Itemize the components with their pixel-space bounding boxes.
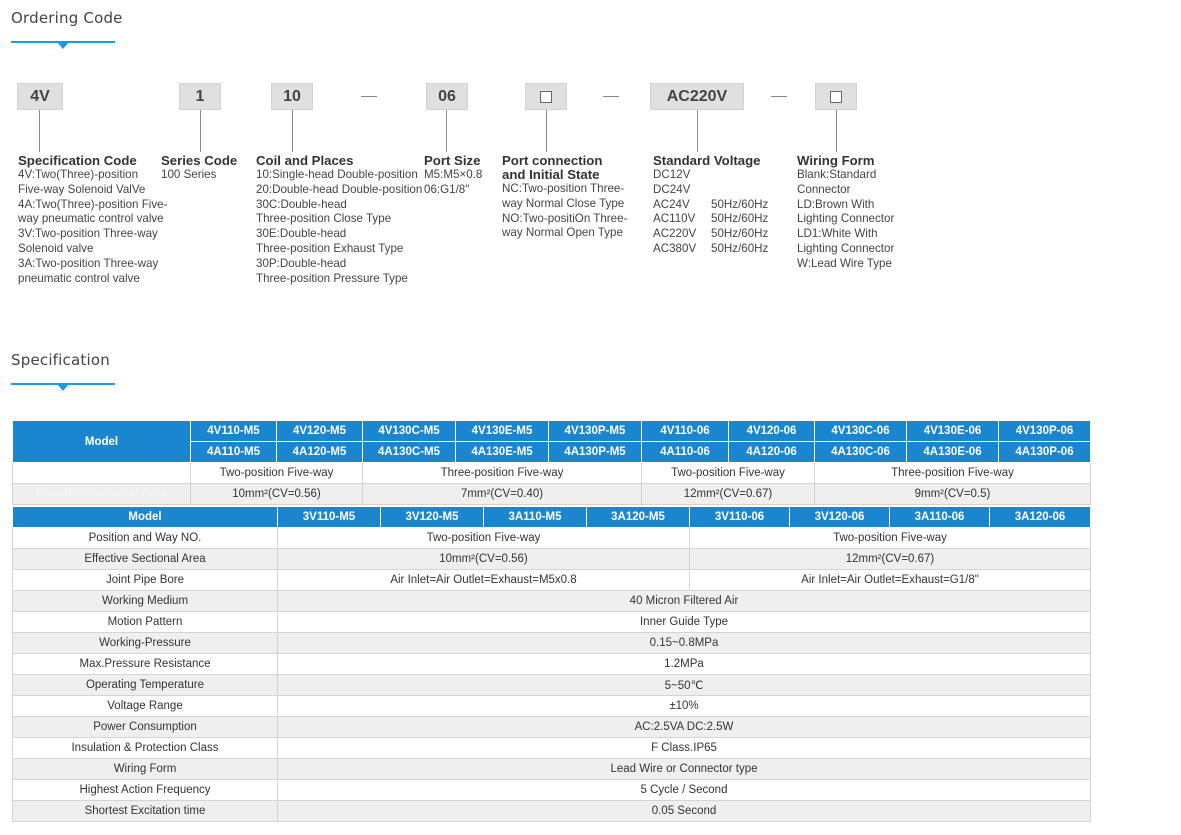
port-connection-desc bbox=[502, 154, 627, 241]
group-line: Connector bbox=[797, 182, 851, 196]
voltage-line bbox=[653, 212, 768, 227]
table-cell: 5 Cycle / Second bbox=[278, 780, 1091, 801]
voltage-line bbox=[653, 168, 768, 183]
model-cell: 4A130E-06 bbox=[907, 442, 999, 463]
group-line: Lighting Connector bbox=[797, 212, 895, 226]
model-cell: 4V110-M5 bbox=[191, 421, 277, 442]
table-row bbox=[13, 549, 1091, 570]
table-row bbox=[13, 528, 1091, 549]
table-cell: Two-position Five-way bbox=[642, 463, 815, 484]
model-cell: 3V120-M5 bbox=[381, 507, 484, 528]
frequency-value: 50Hz/60Hz bbox=[711, 227, 769, 241]
model-cell: 4A110-06 bbox=[642, 442, 729, 463]
standard-voltage-desc bbox=[653, 154, 768, 257]
table-row bbox=[13, 738, 1091, 759]
specification-arrow-icon bbox=[57, 384, 69, 391]
group-line: 10:Single-head Double-position bbox=[256, 168, 418, 181]
row-label: Position and Way NO. bbox=[13, 528, 278, 549]
code-box-port-connection bbox=[525, 83, 567, 110]
group-heading: Port Size bbox=[424, 153, 481, 168]
row-label: Highest Action Frequency bbox=[13, 780, 278, 801]
voltage-value: DC24V bbox=[653, 182, 691, 196]
table-cell: 10mm²(CV=0.56) bbox=[278, 549, 690, 570]
table-row bbox=[13, 801, 1091, 822]
voltage-value: AC24V bbox=[653, 197, 690, 211]
group-line: NO:Two-positiOn Three- bbox=[502, 211, 628, 225]
spec-table-3v bbox=[12, 506, 1091, 822]
table-cell: 7mm²(CV=0.40) bbox=[363, 484, 642, 505]
row-label: Operating Temperature bbox=[13, 675, 278, 696]
table-cell: Two-position Five-way bbox=[191, 463, 363, 484]
leader-line bbox=[39, 110, 40, 152]
group-heading: Port connection bbox=[502, 153, 603, 168]
group-heading: Coil and Places bbox=[256, 153, 354, 168]
group-line: Three-position Pressure Type bbox=[256, 271, 408, 285]
table-row bbox=[13, 717, 1091, 738]
table-row bbox=[13, 759, 1091, 780]
model-cell: 3A110-M5 bbox=[484, 507, 587, 528]
table-row bbox=[13, 780, 1091, 801]
group-line: 100 Series bbox=[161, 168, 217, 181]
row-label: Effective Sectional Area bbox=[13, 484, 191, 505]
model-cell: 4V130P-06 bbox=[999, 421, 1091, 442]
group-line: way Normal Open Type bbox=[502, 226, 623, 240]
group-line: Lighting Connector bbox=[797, 241, 895, 255]
wiring-form-desc bbox=[797, 154, 894, 272]
table-cell: 5~50℃ bbox=[278, 675, 1091, 696]
group-line: 3V:Two-position Three-way bbox=[18, 227, 158, 241]
voltage-line bbox=[653, 227, 768, 242]
group-line: 06:G1/8" bbox=[424, 182, 470, 196]
group-line: 20:Double-head Double-position bbox=[256, 182, 423, 196]
model-cell: 4A130P-M5 bbox=[549, 442, 642, 463]
model-cell: 3V110-06 bbox=[690, 507, 790, 528]
model-cell: 4V130E-M5 bbox=[456, 421, 549, 442]
row-label bbox=[13, 463, 191, 484]
port-size-desc bbox=[424, 154, 482, 198]
group-line: NC:Two-position Three- bbox=[502, 182, 625, 195]
group-line: 3A:Two-position Three-way bbox=[18, 256, 159, 270]
model-cell: 4V130P-M5 bbox=[549, 421, 642, 442]
table-cell: 12mm²(CV=0.67) bbox=[690, 549, 1091, 570]
table-cell: 0.15~0.8MPa bbox=[278, 633, 1091, 654]
table-cell: Air Inlet=Air Outlet=Exhaust=G1/8" bbox=[690, 570, 1091, 591]
group-line: way pneumatic control valve bbox=[18, 212, 164, 226]
voltage-value: AC220V bbox=[653, 227, 697, 241]
table-cell: ±10% bbox=[278, 696, 1091, 717]
table-cell: 0.05 Second bbox=[278, 801, 1091, 822]
row-label: Power Consumption bbox=[13, 717, 278, 738]
model-cell: 4A130C-M5 bbox=[363, 442, 456, 463]
ordering-code-title: Ordering Code bbox=[11, 9, 123, 27]
voltage-line bbox=[653, 183, 768, 198]
code-box-spec: 4V bbox=[17, 83, 63, 110]
leader-line bbox=[292, 110, 293, 152]
row-label: Insulation & Protection Class bbox=[13, 738, 278, 759]
blank-square-icon bbox=[540, 91, 552, 103]
table-cell: Lead Wire or Connector type bbox=[278, 759, 1091, 780]
group-line: 30P:Double-head bbox=[256, 256, 347, 270]
code-box-coil: 10 bbox=[271, 83, 313, 110]
row-label: Effective Sectional Area bbox=[13, 549, 278, 570]
row-label: Motion Pattern bbox=[13, 612, 278, 633]
group-heading: Series Code bbox=[161, 153, 238, 168]
table-cell: Two-position Five-way bbox=[278, 528, 690, 549]
code-box-series: 1 bbox=[179, 83, 221, 110]
coil-places-desc bbox=[256, 154, 422, 286]
row-label: Shortest Excitation time bbox=[13, 801, 278, 822]
voltage-value: AC380V bbox=[653, 241, 697, 255]
model-header: Model bbox=[13, 421, 191, 463]
row-label: Working-Pressure bbox=[13, 633, 278, 654]
model-cell: 4A130E-M5 bbox=[456, 442, 549, 463]
table-cell: Two-position Five-way bbox=[690, 528, 1091, 549]
model-cell: 4V130E-06 bbox=[907, 421, 999, 442]
table-cell: AC:2.5VA DC:2.5W bbox=[278, 717, 1091, 738]
group-line: Five-way Solenoid ValVe bbox=[18, 182, 146, 196]
voltage-value: DC12V bbox=[653, 168, 691, 181]
table-row bbox=[13, 591, 1091, 612]
model-cell: 4V110-06 bbox=[642, 421, 729, 442]
table-row bbox=[13, 633, 1091, 654]
model-cell: 4V130C-M5 bbox=[363, 421, 456, 442]
group-line: Three-position Close Type bbox=[256, 212, 392, 226]
group-line: 4V:Two(Three)-position bbox=[18, 168, 139, 181]
frequency-value: 50Hz/60Hz bbox=[711, 241, 769, 255]
leader-line bbox=[200, 110, 201, 152]
row-label: Max.Pressure Resistance bbox=[13, 654, 278, 675]
group-line: LD:Brown With bbox=[797, 197, 875, 211]
code-box-port-size: 06 bbox=[426, 83, 468, 110]
voltage-value: AC110V bbox=[653, 212, 696, 226]
group-line: Blank:Standard bbox=[797, 168, 877, 181]
dash-separator bbox=[603, 96, 619, 97]
model-cell: 4V120-M5 bbox=[277, 421, 363, 442]
voltage-line bbox=[653, 198, 768, 213]
row-label: Voltage Range bbox=[13, 696, 278, 717]
dash-separator bbox=[771, 96, 787, 97]
series-code-desc bbox=[161, 154, 237, 183]
group-line: way Normal Close Type bbox=[502, 196, 625, 210]
table-cell: 1.2MPa bbox=[278, 654, 1091, 675]
leader-line bbox=[697, 110, 698, 152]
group-heading: Specification Code bbox=[18, 153, 137, 168]
row-label: Joint Pipe Bore bbox=[13, 570, 278, 591]
model-cell: 4A110-M5 bbox=[191, 442, 277, 463]
group-line: Solenoid valve bbox=[18, 241, 94, 255]
row-label: Wiring Form bbox=[13, 759, 278, 780]
table-cell: Air Inlet=Air Outlet=Exhaust=M5x0.8 bbox=[278, 570, 690, 591]
group-line: 30C:Double-head bbox=[256, 197, 347, 211]
group-line: Three-position Exhaust Type bbox=[256, 241, 404, 255]
table-row bbox=[13, 696, 1091, 717]
blank-square-icon bbox=[830, 91, 842, 103]
group-line: 30E:Double-head bbox=[256, 227, 347, 241]
ordering-code-arrow-icon bbox=[57, 42, 69, 49]
leader-line bbox=[446, 110, 447, 152]
table-cell: Three-position Five-way bbox=[815, 463, 1091, 484]
voltage-line bbox=[653, 242, 768, 257]
table-cell: Three-position Five-way bbox=[363, 463, 642, 484]
model-cell: 3V110-M5 bbox=[278, 507, 381, 528]
group-heading: Standard Voltage bbox=[653, 153, 761, 168]
group-line: LD1:White With bbox=[797, 227, 878, 241]
table-row bbox=[13, 570, 1091, 591]
dash-separator bbox=[361, 96, 377, 97]
model-cell: 3A120-06 bbox=[990, 507, 1091, 528]
table-row bbox=[13, 675, 1091, 696]
model-cell: 4A120-M5 bbox=[277, 442, 363, 463]
code-box-wiring bbox=[815, 83, 857, 110]
table-cell: Inner Guide Type bbox=[278, 612, 1091, 633]
group-heading: and Initial State bbox=[502, 167, 600, 182]
table-cell: 9mm²(CV=0.5) bbox=[815, 484, 1091, 505]
group-line: M5:M5×0.8 bbox=[424, 168, 483, 181]
group-line: 4A:Two(Three)-position Five- bbox=[18, 197, 168, 211]
model-cell: 4A130P-06 bbox=[999, 442, 1091, 463]
spec-table-4v bbox=[12, 420, 1091, 505]
frequency-value: 50Hz/60Hz bbox=[711, 197, 769, 211]
table-row bbox=[13, 484, 1091, 505]
model-cell: 3A110-06 bbox=[890, 507, 990, 528]
group-line: W:Lead Wire Type bbox=[797, 256, 892, 270]
group-line: pneumatic control valve bbox=[18, 271, 140, 285]
specification-title: Specification bbox=[11, 351, 110, 369]
leader-line bbox=[546, 110, 547, 152]
table-cell: 40 Micron Filtered Air bbox=[278, 591, 1091, 612]
model-cell: 3V120-06 bbox=[790, 507, 890, 528]
group-heading: Wiring Form bbox=[797, 153, 875, 168]
code-box-voltage: AC220V bbox=[650, 83, 744, 110]
model-cell: 3A120-M5 bbox=[587, 507, 690, 528]
row-label: Working Medium bbox=[13, 591, 278, 612]
table-row bbox=[13, 654, 1091, 675]
model-cell: 4A120-06 bbox=[729, 442, 815, 463]
model-header: Model bbox=[13, 507, 278, 528]
model-cell: 4V120-06 bbox=[729, 421, 815, 442]
leader-line bbox=[836, 110, 837, 152]
table-row bbox=[13, 612, 1091, 633]
model-cell: 4V130C-06 bbox=[815, 421, 907, 442]
table-row bbox=[13, 463, 1091, 484]
spec-code-desc bbox=[18, 154, 167, 286]
table-cell: F Class.IP65 bbox=[278, 738, 1091, 759]
table-cell: 12mm²(CV=0.67) bbox=[642, 484, 815, 505]
frequency-value: 50Hz/60Hz bbox=[711, 212, 769, 226]
table-cell: 10mm²(CV=0.56) bbox=[191, 484, 363, 505]
model-cell: 4A130C-06 bbox=[815, 442, 907, 463]
